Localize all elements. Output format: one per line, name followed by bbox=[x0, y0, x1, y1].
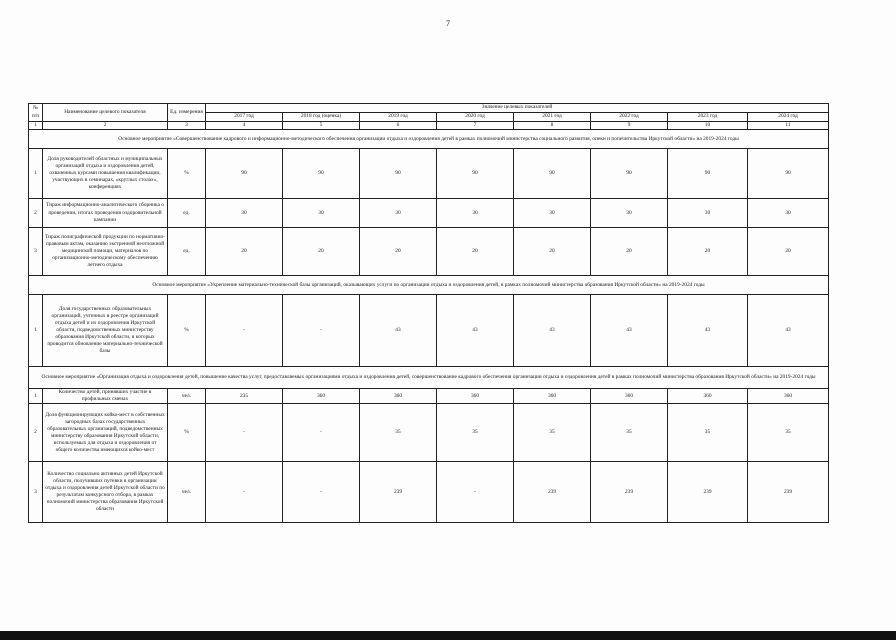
value-cell: 20 bbox=[283, 228, 360, 276]
column-number: 9 bbox=[591, 122, 668, 130]
section-title: Основное мероприятие «Организация отдыха и оздоровления детей, повышение качества услуг, предоставляемых организациями отдыха и оздоровления детей, совершенствование кадрового обеспечения организации отдыха и оздоровления детей в рамках полномочий министерства образования Иркутской области» на 2019-2024 годы bbox=[29, 367, 829, 389]
table-row bbox=[29, 389, 829, 404]
value-cell: 43 bbox=[514, 295, 591, 367]
target-indicators-table bbox=[28, 103, 829, 523]
value-cell: 360 bbox=[360, 389, 437, 404]
unit-cell: % bbox=[168, 404, 206, 462]
value-cell: 20 bbox=[591, 228, 668, 276]
indicator-name: Доля государственных образовательных организаций, учтенных в реестре организаций отдыха детей и их оздоровления Иркутской области, подведомственных министерству образования Иркутской области, в которых проводится обновление материально-технической базы bbox=[43, 295, 168, 367]
section-title: Основное мероприятие «Совершенствование кадрового и информационно-методического обеспечения организации отдыха и оздоровления детей в рамках полномочий министерства социального развития, опеки и попечительства Иркутской области» на 2019-2024 годы bbox=[29, 130, 829, 149]
header-name: Наименование целевого показателя bbox=[43, 104, 168, 122]
header-year: 2020 год bbox=[437, 113, 514, 122]
value-cell: 90 bbox=[668, 149, 748, 199]
row-number: 2 bbox=[29, 404, 43, 462]
unit-cell: % bbox=[168, 295, 206, 367]
unit-cell: % bbox=[168, 149, 206, 199]
value-cell: 20 bbox=[668, 228, 748, 276]
header-year: 2019 год bbox=[360, 113, 437, 122]
value-cell: 30 bbox=[360, 199, 437, 228]
value-cell: 30 bbox=[591, 199, 668, 228]
value-cell: 35 bbox=[748, 404, 829, 462]
value-cell: 20 bbox=[748, 228, 829, 276]
value-cell: 20 bbox=[360, 228, 437, 276]
value-cell: 90 bbox=[591, 149, 668, 199]
value-cell: 360 bbox=[283, 389, 360, 404]
row-number: 1 bbox=[29, 389, 43, 404]
header-year: 2024 год bbox=[748, 113, 829, 122]
page-number: 7 bbox=[446, 19, 450, 28]
column-number: 6 bbox=[360, 122, 437, 130]
table-row bbox=[29, 462, 829, 523]
value-cell: 235 bbox=[206, 389, 283, 404]
value-cell: 30 bbox=[206, 199, 283, 228]
column-number: 2 bbox=[43, 122, 168, 130]
section-row bbox=[29, 276, 829, 295]
value-cell: 35 bbox=[668, 404, 748, 462]
indicator-name: Количество детей, принявших участие в профильных сменах bbox=[43, 389, 168, 404]
value-cell: 360 bbox=[591, 389, 668, 404]
value-cell: - bbox=[283, 462, 360, 523]
value-cell: 30 bbox=[437, 199, 514, 228]
header-unit: Ед. измерения bbox=[168, 104, 206, 122]
value-cell: 43 bbox=[437, 295, 514, 367]
column-number: 7 bbox=[437, 122, 514, 130]
value-cell: - bbox=[437, 462, 514, 523]
value-cell: 30 bbox=[748, 199, 829, 228]
value-cell: 90 bbox=[283, 149, 360, 199]
row-number: 3 bbox=[29, 462, 43, 523]
row-number: 1 bbox=[29, 149, 43, 199]
table-row bbox=[29, 295, 829, 367]
column-number: 10 bbox=[668, 122, 748, 130]
indicator-name: Доля руководителей областных и муниципальных организаций отдыха и оздоровления детей, охваченных курсами повышения квалификации, участвующих в семинарах, «круглых столах», конференциях bbox=[43, 149, 168, 199]
value-cell: 30 bbox=[668, 199, 748, 228]
section-row bbox=[29, 130, 829, 149]
section-row bbox=[29, 367, 829, 389]
value-cell: 43 bbox=[668, 295, 748, 367]
value-cell: 360 bbox=[668, 389, 748, 404]
table-row bbox=[29, 228, 829, 276]
indicator-name: Тираж информационно-аналитического сборника о проведении, итогах проведения оздоровительной кампании bbox=[43, 199, 168, 228]
value-cell: 239 bbox=[748, 462, 829, 523]
row-number: 3 bbox=[29, 228, 43, 276]
value-cell: 35 bbox=[591, 404, 668, 462]
indicator-name: Количество социально активных детей Иркутской области, получивших путевки в организации отдыха и оздоровления детей Иркутской области по результатам конкурсного отбора, в рамках полномочий министерства образования Иркутской области bbox=[43, 462, 168, 523]
scan-bottom-edge bbox=[0, 631, 896, 640]
column-number: 8 bbox=[514, 122, 591, 130]
value-cell: - bbox=[206, 295, 283, 367]
value-cell: 90 bbox=[514, 149, 591, 199]
row-number: 2 bbox=[29, 199, 43, 228]
table-row bbox=[29, 199, 829, 228]
value-cell: 90 bbox=[206, 149, 283, 199]
table-row bbox=[29, 149, 829, 199]
indicator-name: Доля функционирующих койко-мест в собственных загородных базах государственных образовательных организаций, подведомственных министерству образования Иркутской области, используемых для отдыха и оздоровления от общего количества имеющихся койко-мест bbox=[43, 404, 168, 462]
column-number: 3 bbox=[168, 122, 206, 130]
value-cell: 30 bbox=[283, 199, 360, 228]
value-cell: 239 bbox=[668, 462, 748, 523]
value-cell: - bbox=[206, 404, 283, 462]
indicator-name: Тираж полиграфической продукции по нормативно-правовым актам, оказанию экстренной неотложной медицинской помощи, материалов по организационно-методическому обеспечению летнего отдыха bbox=[43, 228, 168, 276]
value-cell: - bbox=[283, 295, 360, 367]
value-cell: 239 bbox=[514, 462, 591, 523]
header-year: 2018 год (оценка) bbox=[283, 113, 360, 122]
column-numbers-row bbox=[29, 122, 829, 130]
value-cell: 43 bbox=[748, 295, 829, 367]
value-cell: 20 bbox=[437, 228, 514, 276]
row-number: 1 bbox=[29, 295, 43, 367]
column-number: 11 bbox=[748, 122, 829, 130]
header-year: 2017 год bbox=[206, 113, 283, 122]
header-year: 2023 год bbox=[668, 113, 748, 122]
value-cell: 90 bbox=[437, 149, 514, 199]
column-number: 4 bbox=[206, 122, 283, 130]
value-cell: 360 bbox=[748, 389, 829, 404]
table-row bbox=[29, 404, 829, 462]
column-number: 5 bbox=[283, 122, 360, 130]
value-cell: 360 bbox=[437, 389, 514, 404]
value-cell: 360 bbox=[514, 389, 591, 404]
value-cell: 35 bbox=[514, 404, 591, 462]
header-num: № п/п bbox=[29, 104, 43, 122]
value-cell: 43 bbox=[591, 295, 668, 367]
value-cell: - bbox=[206, 462, 283, 523]
value-cell: 20 bbox=[514, 228, 591, 276]
unit-cell: чел. bbox=[168, 389, 206, 404]
value-cell: 35 bbox=[437, 404, 514, 462]
value-cell: 90 bbox=[748, 149, 829, 199]
header-values-group: Значение целевых показателей bbox=[206, 104, 829, 113]
value-cell: 30 bbox=[514, 199, 591, 228]
value-cell: 239 bbox=[360, 462, 437, 523]
value-cell: 43 bbox=[360, 295, 437, 367]
value-cell: 90 bbox=[360, 149, 437, 199]
unit-cell: ед. bbox=[168, 199, 206, 228]
unit-cell: чел. bbox=[168, 462, 206, 523]
value-cell: - bbox=[283, 404, 360, 462]
header-year: 2021 год bbox=[514, 113, 591, 122]
section-title: Основное мероприятие «Укрепление материально-технической базы организаций, оказывающих услуги по организации отдыха и оздоровления детей, в рамках полномочий министерства образования Иркутской области» на 2019-2024 годы bbox=[29, 276, 829, 295]
header-year: 2022 год bbox=[591, 113, 668, 122]
value-cell: 20 bbox=[206, 228, 283, 276]
value-cell: 239 bbox=[591, 462, 668, 523]
value-cell: 35 bbox=[360, 404, 437, 462]
column-number: 1 bbox=[29, 122, 43, 130]
unit-cell: ед. bbox=[168, 228, 206, 276]
